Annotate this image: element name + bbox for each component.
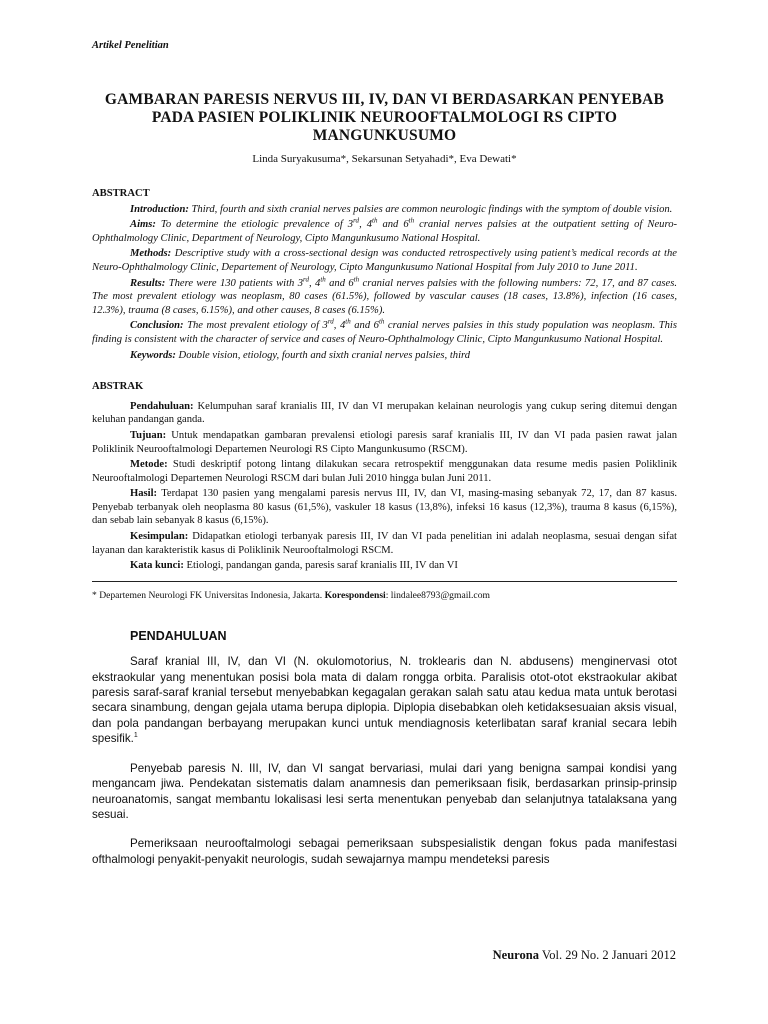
aims-text: To determine the etiologic prevalence of 3 [155, 219, 354, 231]
abstrak-heading: ABSTRAK [92, 381, 144, 393]
kata-kunci-label: Kata kunci: [130, 560, 184, 572]
tujuan-text: Untuk mendapatkan gambaran prevalensi etiologi paresis saraf kranialis III, IV dan VI pada pasien rawat jalan Poliklinik Neurooftalmologi Departemen Neurologi RS Cipto Mangunkusumo (RSCM). [92, 429, 677, 455]
ordinal-sup: th [378, 317, 385, 326]
article-page [92, 40, 677, 881]
conclusion-text: The most prevalent etiology of 3 [183, 320, 328, 332]
article-type-label: Artikel Penelitian [92, 40, 169, 51]
results-label: Results: [130, 277, 166, 289]
keywords-text: Double vision, etiology, fourth and sixth cranial nerves palsies, third [175, 349, 471, 361]
abstract-results [92, 277, 677, 318]
intro-paragraph-3: Pemeriksaan neurooftalmologi sebagai pemeriksaan subspesialistik dengan fokus pada manifestasi ofthalmologi penyakit-penyakit neurologis, sudah sewajarnya mampu mendeteksi paresis [92, 837, 677, 866]
abstract-keywords [92, 349, 677, 363]
footnote-divider [92, 581, 677, 582]
abstrak-hasil [92, 487, 677, 528]
abstract-indonesian [92, 380, 677, 573]
abstrak-tujuan [92, 429, 677, 456]
abstract-conclusion [92, 319, 677, 346]
abstrak-pendahuluan [92, 400, 677, 427]
abstract-methods [92, 247, 677, 274]
introduction-label: Introduction: [130, 203, 189, 215]
intro-paragraph-1-text: Saraf kranial III, IV, dan VI (N. okulomotorius, N. troklearis dan N. abdusens) menginervasi otot ekstraokular yang menentukan posisi bola mata di dalam rongga orbita. Paralisis otot-otot ekstraokular akibat paresis saraf-saraf kranial tersebut menyebabkan kegagalan gerakan salah satu atau kedua mata untuk berotasi secara sinambung, dengan gejala utama berupa diplopia. Diplopia disebabkan oleh ketidaksesuaian aksis visual, dan pola pandangan berbayang merupakan kunci untuk mendiagnosis keterlibatan saraf kranial secara lebih spesifik. [92, 655, 677, 746]
kesimpulan-label: Kesimpulan: [130, 531, 189, 543]
results-text: and 6 [325, 277, 354, 289]
hasil-text: Terdapat 130 pasien yang mengalami paresis nervus III, IV, dan VI, masing-masing sebanyak 72, 17, dan 87 kasus. Penyebab terbanyak oleh neoplasma 80 kasus (61,5%), vaskuler 18 kasus (13,8%), infeksi 16 kasus (12,3%), trauma 8 kasus (6,15%), dan sebab lain sebanyak 8 kasus (6,15%). [92, 488, 677, 527]
correspondence-label: Korespondensi [324, 589, 386, 601]
methods-label: Methods: [130, 248, 172, 260]
kesimpulan-text: Didapatkan etiologi terbanyak paresis III, IV dan VI pada penelitian ini adalah neoplasma, sesuai dengan sifat layanan dan karakteristik kasus di Poliklinik Neurooftalmologi RSCM. [92, 531, 677, 556]
introduction-text: Third, fourth and sixth cranial nerves palsies are common neurologic findings with the symptom of double vision. [188, 203, 673, 215]
article-title: GAMBARAN PARESIS NERVUS III, IV, DAN VI BERDASARKAN PENYEBAB PADA PASIEN POLIKLINIK NEUROOFTALMOLOGI RS CIPTO MANGUNKUSUMO [104, 91, 665, 144]
aims-label: Aims: [130, 219, 156, 231]
ordinal-sup: th [372, 216, 378, 225]
conclusion-label: Conclusion: [130, 320, 184, 332]
abstract-aims [92, 218, 677, 245]
results-text: cranial nerves palsies with the following numbers: 72, 17, and 87 cases. The most prevalent etiology was neoplasm, 80 cases (61.5%), followed by vascular causes (18 cases, 13.8%), infection (16 cases, 12.3%), trauma (8 cases, 6.15%), and other causes, 8 cases (6.15%). [92, 277, 677, 316]
abstract-introduction [92, 203, 677, 217]
pendahuluan-label: Pendahuluan: [130, 400, 194, 412]
affiliation-footnote [92, 590, 677, 601]
pendahuluan-text: Kelumpuhan saraf kranialis III, IV dan VI merupakan kelainan neurologis yang cukup sering ditemui dengan keluhan pandangan ganda. [92, 400, 677, 426]
metode-text: Studi deskriptif potong lintang dilakukan secara retrospektif menggunakan data resume medis pasien Poliklinik Neurooftalmologi Departemen Neurologi RSCM dari bulan Juli 2010 hingga bulan Juni 2011. [92, 459, 677, 484]
hasil-label: Hasil: [130, 488, 158, 500]
keywords-label: Keywords: [130, 349, 176, 361]
ordinal-sup: rd [327, 317, 334, 326]
author-list: Linda Suryakusuma*, Sekarsunan Setyahadi*, Eva Dewati* [252, 153, 517, 165]
affiliation-text: * Departemen Neurologi FK Universitas Indonesia, Jakarta. [92, 589, 325, 601]
conclusion-text: and 6 [350, 320, 379, 332]
journal-name: Neurona [492, 948, 539, 962]
intro-paragraph-1 [92, 654, 677, 746]
kata-kunci-text: Etiologi, pandangan ganda, paresis saraf kranialis III, IV dan VI [183, 560, 458, 572]
aims-text: cranial nerves palsies at the outpatient setting of Neuro-Ophthalmology Clinic, Department of Neurology, Cipto Mangunkusumo National Hospital. [92, 219, 678, 244]
journal-issue: Vol. 29 No. 2 Januari 2012 [538, 948, 676, 962]
abstrak-kesimpulan [92, 530, 677, 557]
abstrak-metode [92, 458, 677, 485]
ordinal-sup: rd [353, 216, 360, 225]
abstract-english [92, 187, 677, 362]
tujuan-label: Tujuan: [130, 429, 167, 441]
aims-text: and 6 [377, 219, 409, 231]
conclusion-text: cranial nerves palsies in this study population was neoplasm. This finding is consistent with the character of service and cases of Neuro-Ophthalmology Clinic, Cipto Mangunkusumo National Hospital. [92, 320, 677, 345]
conclusion-text: , 4 [333, 320, 346, 332]
journal-footer [493, 948, 676, 963]
methods-text: Descriptive study with a cross-sectional design was conducted retrospectively using patient’s medical records at the Neuro-Ophthalmology Clinic, Departement of Neurology, Cipto Mangunkusumo National Hospital from July 2010 to June 2011. [92, 248, 677, 273]
metode-label: Metode: [130, 459, 168, 471]
ordinal-sup: th [320, 275, 326, 284]
ordinal-sup: th [345, 317, 351, 326]
abstrak-kata-kunci [92, 559, 677, 573]
results-text: There were 130 patients with 3 [165, 277, 304, 289]
abstract-heading: ABSTRACT [92, 188, 150, 199]
introduction-heading: PENDAHULUAN [130, 628, 227, 643]
reference-marker: 1 [133, 732, 138, 740]
ordinal-sup: rd [303, 275, 309, 284]
ordinal-sup: th [408, 216, 415, 225]
aims-text: , 4 [359, 219, 373, 231]
intro-paragraph-2: Penyebab paresis N. III, IV, dan VI sangat bervariasi, mulai dari yang benigna sampai kondisi yang mengancam jiwa. Pendekatan sistematis dalam anamnesis dan pemeriksaan fisik, berdasarkan prinsip-prinsip neuroanatomis, sangat membantu lokalisasi lesi serta menentukan penyebab dan selanjutnya tatalaksana yang sesuai. [92, 761, 677, 821]
results-text: , 4 [309, 277, 321, 289]
correspondence-email: : lindalee8793@gmail.com [385, 589, 490, 601]
ordinal-sup: th [353, 275, 360, 284]
introduction-section [92, 629, 677, 867]
